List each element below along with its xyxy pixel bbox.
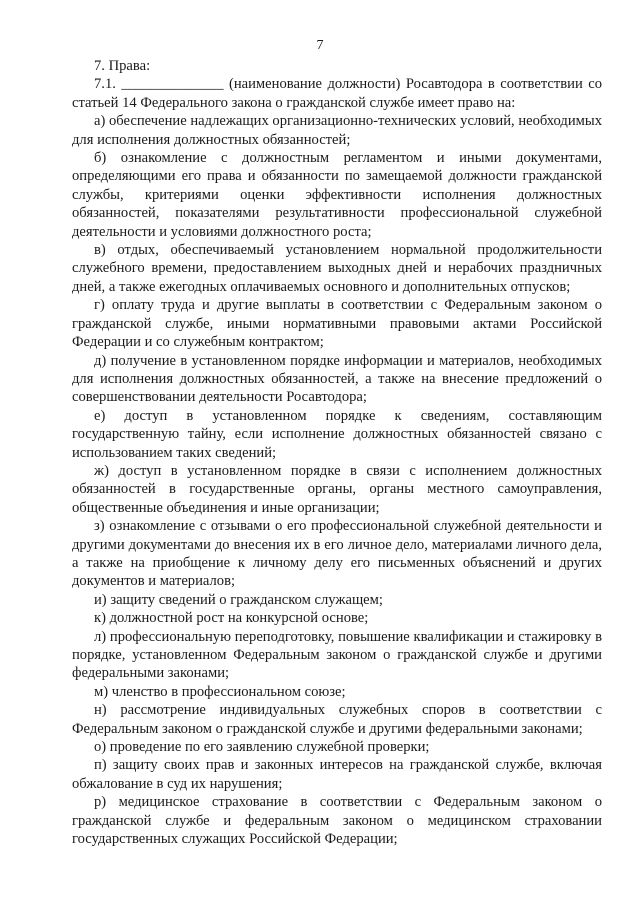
list-item: е) доступ в установленном порядке к сведениям, составляющим государственную тайну, если исполнение должностных обязанностей связано с использованием таких сведений; [72,407,602,461]
document-body [72,57,602,848]
list-item: и) защиту сведений о гражданском служащем; [94,591,383,608]
section-title: 7. Права: [94,58,151,74]
list-item: ж) доступ в установленном порядке в связи с исполнением должностных обязанностей в государственные органы, органы местного самоуправления, общественные объединения и иные организации; [72,462,602,516]
list-item: к) должностной рост на конкурсной основе; [94,610,369,627]
page-number: 7 [316,38,324,53]
list-item: о) проведение по его заявлению служебной проверки; [94,739,430,756]
list-item: н) рассмотрение индивидуальных служебных споров в соответствии с Федеральным законом о гражданской службе и другими федеральными законами; [72,702,602,737]
list-item: б) ознакомление с должностным регламентом и иными документами, определяющими его права и обязанности по замещаемой должности гражданской службы, критериями оценки эффективности исполнения должностных обязанностей, показателями результативности профессиональной служебной деятельности и условиями должностного роста; [72,150,602,240]
list-item: г) оплату труда и другие выплаты в соответствии с Федеральным законом о гражданской службе, иными нормативными правовыми актами Российской Федерации и со служебным контрактом; [72,297,602,351]
list-item: л) профессиональную переподготовку, повышение квалификации и стажировку в порядке, установленном Федеральным законом о гражданской службе и другими федеральными законами; [72,628,602,682]
list-item: в) отдых, обеспечиваемый установлением нормальной продолжительности служебного времени, предоставлением выходных дней и нерабочих праздничных дней, а также ежегодных оплачиваемых основного и дополнительных отпусков; [72,242,602,295]
list-item: д) получение в установленном порядке информации и материалов, необходимых для исполнения должностных обязанностей, а также на внесение предложений о совершенствовании деятельности Росавтодора; [72,352,602,406]
list-item: з) ознакомление с отзывами о его профессиональной служебной деятельности и другими документами до внесения их в его личное дело, материалами личного дела, а также на приобщение к личному делу его письменных объяснений и других документов и материалов; [72,518,602,590]
list-item: а) обеспечение надлежащих организационно-технических условий, необходимых для исполнения должностных обязанностей; [72,113,602,148]
intro-paragraph: 7.1. ______________ (наименование должности) Росавтодора в соответствии со статьей 14 Федерального закона о гражданской службе имеет право на: [72,76,602,111]
list-item: р) медицинское страхование в соответствии с Федеральным законом о гражданской службе и федеральным законом о медицинском страховании государственных служащих Российской Федерации; [72,794,602,848]
list-item: п) защиту своих прав и законных интересов на гражданской службе, включая обжалование в суд их нарушения; [72,757,602,792]
list-item: м) членство в профессиональном союзе; [94,683,346,700]
